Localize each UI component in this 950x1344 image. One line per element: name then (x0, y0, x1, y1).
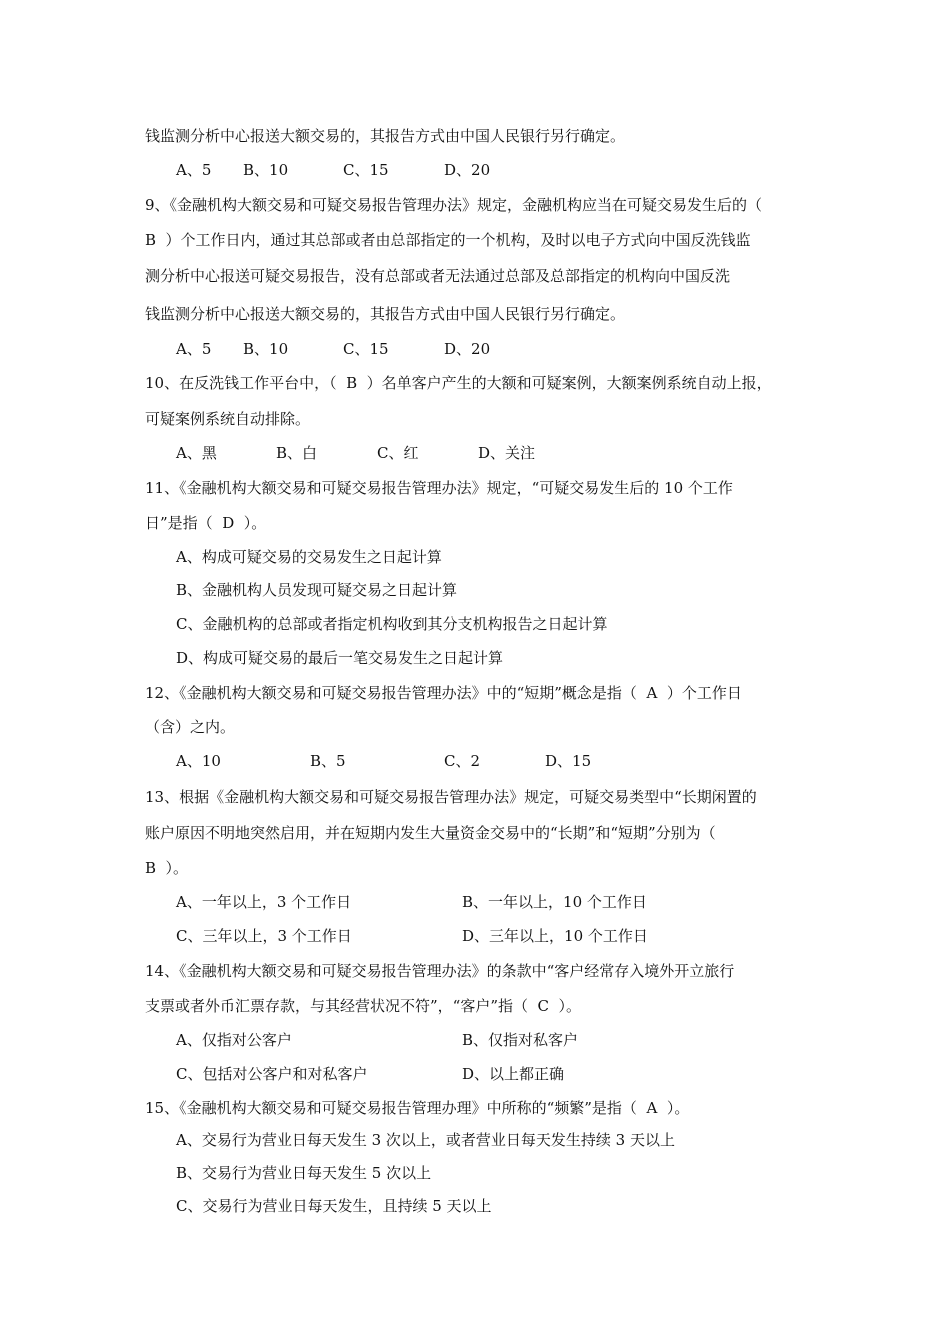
q14-option-a: A、仅指对公客户 (176, 1031, 292, 1049)
q10-option-d: D、关注 (478, 444, 536, 462)
q15-option-c: C、交易行为营业日每天发生，且持续 5 天以上 (176, 1197, 492, 1215)
q10-option-a: A、黑 (176, 444, 217, 462)
q13-option-a: A、一年以上，3 个工作日 (176, 893, 352, 911)
q9-option-a: A、5 (176, 340, 212, 358)
q10-option-b: B、白 (276, 444, 318, 462)
q9-line-2: B ）个工作日内，通过其总部或者由总部指定的一个机构，及时以电子方式向中国反洗钱监 (145, 231, 751, 249)
q12-line-1: 12、《金融机构大额交易和可疑交易报告管理办法》中的“短期”概念是指（ A ）个工作日 (145, 684, 742, 702)
q14-line-2: 支票或者外币汇票存款，与其经营状况不符”，“客户”指（ C ）。 (145, 997, 582, 1015)
q13-line-3: B ）。 (145, 859, 189, 877)
prev-option-b: B、10 (243, 161, 289, 179)
prev-option-c: C、15 (343, 161, 389, 179)
q12-option-d: D、15 (545, 752, 592, 770)
q14-option-c: C、包括对公客户和对私客户 (176, 1065, 368, 1083)
q15-option-b: B、交易行为营业日每天发生 5 次以上 (176, 1164, 432, 1182)
q14-line-1: 14、《金融机构大额交易和可疑交易报告管理办法》的条款中“客户经常存入境外开立旅行 (145, 962, 735, 980)
q9-option-c: C、15 (343, 340, 389, 358)
prev-option-a: A、5 (176, 161, 212, 179)
q14-option-d: D、以上都正确 (462, 1065, 565, 1083)
q11-option-a: A、构成可疑交易的交易发生之日起计算 (176, 548, 442, 566)
q9-option-b: B、10 (243, 340, 289, 358)
prev-option-d: D、20 (444, 161, 491, 179)
q15-option-a: A、交易行为营业日每天发生 3 次以上，或者营业日每天发生持续 3 天以上 (176, 1131, 675, 1149)
q11-option-b: B、金融机构人员发现可疑交易之日起计算 (176, 581, 458, 599)
q9-line-4: 钱监测分析中心报送大额交易的，其报告方式由中国人民银行另行确定。 (145, 305, 626, 323)
q11-line-2: 日”是指（ D ）。 (145, 514, 267, 532)
q11-option-c: C、金融机构的总部或者指定机构收到其分支机构报告之日起计算 (176, 615, 608, 633)
q10-line-1: 10、在反洗钱工作平台中，（ B ）名单客户产生的大额和可疑案例，大额案例系统自动上报， (145, 374, 772, 392)
q10-option-c: C、红 (377, 444, 419, 462)
q12-option-b: B、5 (310, 752, 346, 770)
q15-line-1: 15、《金融机构大额交易和可疑交易报告管理办理》中所称的“频繁”是指（ A ）。 (145, 1099, 690, 1117)
q11-line-1: 11、《金融机构大额交易和可疑交易报告管理办法》规定，“可疑交易发生后的 10 个工作 (145, 479, 733, 497)
q13-option-d: D、三年以上，10 个工作日 (462, 927, 648, 945)
q13-line-2: 账户原因不明地突然启用，并在短期内发生大量资金交易中的“长期”和“短期”分别为（ (145, 824, 716, 842)
q9-line-3: 测分析中心报送可疑交易报告，没有总部或者无法通过总部及总部指定的机构向中国反洗 (145, 267, 731, 285)
prev-question-tail: 钱监测分析中心报送大额交易的，其报告方式由中国人民银行另行确定。 (145, 127, 626, 145)
q13-option-c: C、三年以上，3 个工作日 (176, 927, 352, 945)
q12-line-2: （含）之内。 (145, 718, 236, 736)
q12-option-c: C、2 (444, 752, 481, 770)
q11-option-d: D、构成可疑交易的最后一笔交易发生之日起计算 (176, 649, 504, 667)
q10-line-2: 可疑案例系统自动排除。 (145, 410, 311, 428)
q13-line-1: 13、根据《金融机构大额交易和可疑交易报告管理办法》规定，可疑交易类型中“长期闲置的 (145, 788, 757, 806)
q9-line-1: 9、《金融机构大额交易和可疑交易报告管理办法》规定，金融机构应当在可疑交易发生后的（ (145, 196, 763, 214)
q13-option-b: B、一年以上，10 个工作日 (462, 893, 647, 911)
q14-option-b: B、仅指对私客户 (462, 1031, 579, 1049)
q12-option-a: A、10 (176, 752, 221, 770)
q9-option-d: D、20 (444, 340, 491, 358)
